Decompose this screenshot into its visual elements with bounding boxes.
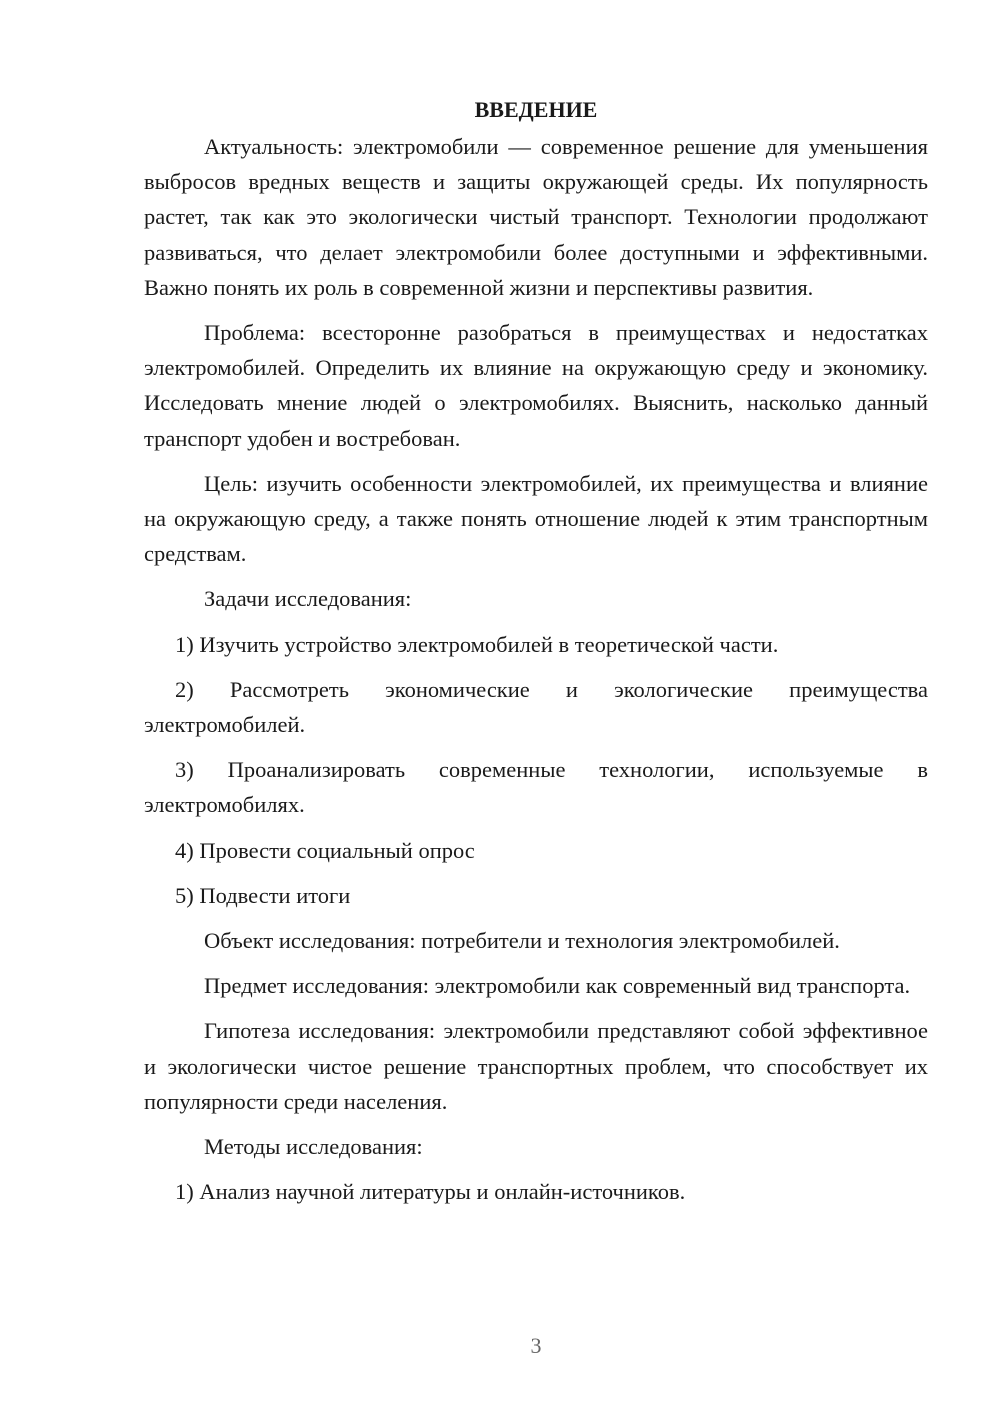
object-paragraph: Объект исследования: потребители и технология электромобилей. bbox=[204, 928, 840, 954]
problem-paragraph: Проблема: всесторонне разобраться в преимуществах и недостатках электромобилей. Определить их влияние на окружающую среду и экономику. Исследовать мнение людей о электромобилях. Выяснить, насколько данный транспорт удобен и востребован. bbox=[144, 320, 928, 451]
method-item: 1) Анализ научной литературы и онлайн-источников. bbox=[175, 1179, 686, 1205]
subject-paragraph: Предмет исследования: электромобили как современный вид транспорта. bbox=[204, 973, 911, 999]
task-item: 4) Провести социальный опрос bbox=[175, 837, 475, 863]
relevance-paragraph: Актуальность: электромобили — современное решение для уменьшения выбросов вредных веществ и защиты окружающей среды. Их популярность растет, так как это экологически чистый транспорт. Технологии продолжают развиваться, что делает электромобили более доступными и эффективными. Важно понять их роль в современной жизни и перспективы развития. bbox=[144, 134, 928, 300]
page-number: 3 bbox=[530, 1333, 542, 1358]
task-item: 2) Рассмотреть экономические и экологические преимущества электромобилей. bbox=[144, 676, 928, 738]
task-item: 3) Проанализировать современные технологии, используемые в электромобилях. bbox=[144, 757, 928, 818]
goal-paragraph: Цель: изучить особенности электромобилей, их преимущества и влияние на окружающую среду, а также понять отношение людей к этим транспортным средствам. bbox=[144, 470, 928, 567]
methods-heading: Методы исследования: bbox=[204, 1134, 423, 1160]
tasks-heading: Задачи исследования: bbox=[204, 586, 412, 612]
section-title: ВВЕДЕНИЕ bbox=[474, 97, 598, 122]
task-item: 1) Изучить устройство электромобилей в теоретической части. bbox=[175, 631, 779, 657]
document-body bbox=[144, 92, 928, 1219]
hypothesis-paragraph: Гипотеза исследования: электромобили представляют собой эффективное и экологически чистое решение транспортных проблем, что способствует их популярности среди населения. bbox=[144, 1018, 928, 1114]
task-item: 5) Подвести итоги bbox=[175, 882, 351, 908]
